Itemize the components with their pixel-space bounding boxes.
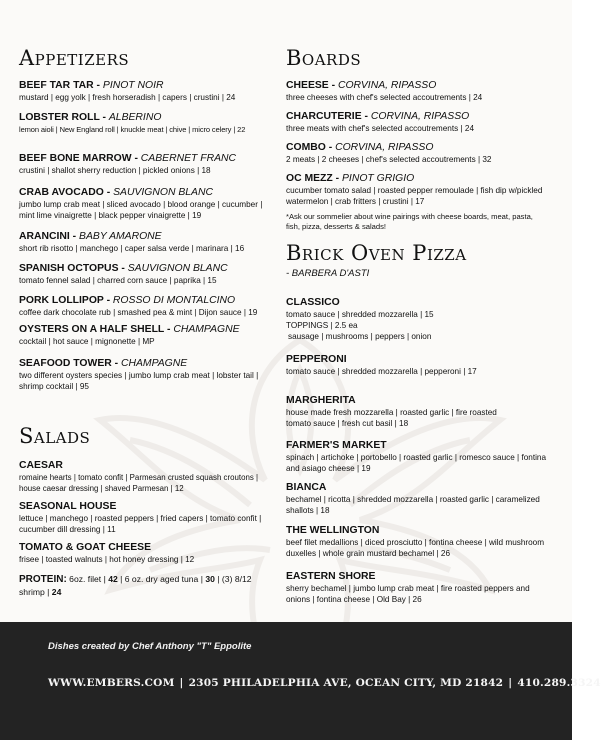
- item-name: CLASSICO: [286, 297, 340, 308]
- menu-item: BEEF BONE MARROW - CABERNET FRANC crustini | shallot sherry reduction | pickled onions | 18: [19, 152, 271, 176]
- menu-item: OYSTERS ON A HALF SHELL - CHAMPAGNE cocktail | hot sauce | mignonette | MP: [19, 323, 271, 347]
- protein-price: 30: [205, 574, 215, 584]
- item-name: COMBO: [286, 142, 326, 153]
- contact-line: [48, 677, 601, 689]
- menu-item: PORK LOLLIPOP - ROSSO DI MONTALCINO coffee dark chocolate rub | smashed pea & mint | Dijon sauce | 19: [19, 294, 271, 318]
- item-description: lemon aioli | New England roll | knuckle meat | chive | micro celery | 22: [19, 125, 246, 134]
- menu-item: [19, 500, 271, 535]
- item-description: jumbo lump crab meat | sliced avocado | blood orange | cucumber | mint lime vinaigrette | black pepper vinaigrette | 19: [19, 200, 263, 220]
- menu-item: [286, 570, 548, 605]
- toppings-label: TOPPINGS | 2.5 ea: [286, 321, 358, 330]
- boards-title: Boards: [286, 46, 362, 70]
- item-description: crustini | shallot sherry reduction | pickled onions | 18: [19, 166, 211, 175]
- item-description: beef filet medallions | diced prosciutto | fontina cheese | wild mushroom duxelles | whole grain mustard bechamel | 26: [286, 538, 545, 558]
- item-name: BIANCA: [286, 482, 327, 493]
- wine-pairing: BABY AMARONE: [79, 231, 162, 242]
- menu-item: [286, 296, 548, 342]
- menu-item: CHARCUTERIE - CORVINA, RIPASSO three meats with chef's selected accoutrements | 24: [286, 110, 548, 134]
- item-description: cocktail | hot sauce | mignonette | MP: [19, 337, 155, 346]
- menu-item: [286, 394, 548, 429]
- item-description: frisee | toasted walnuts | hot honey dressing | 12: [19, 555, 195, 564]
- item-name: PEPPERONI: [286, 354, 347, 365]
- wine-pairing: CORVINA, RIPASSO: [335, 142, 434, 153]
- wine-pairing: CABERNET FRANC: [140, 153, 237, 164]
- item-name: ARANCINI: [19, 231, 70, 242]
- menu-item: COMBO - CORVINA, RIPASSO 2 meats | 2 cheeses | chef's selected accoutrements | 32: [286, 141, 548, 165]
- item-name: LOBSTER ROLL: [19, 112, 100, 123]
- wine-pairing: SAUVIGNON BLANC: [127, 263, 228, 274]
- phone-number[interactable]: 410.289.3324: [517, 677, 601, 689]
- protein-option: | (3) 8/12 shrimp |: [19, 574, 252, 597]
- menu-item: LOBSTER ROLL - ALBERINO lemon aioli | New England roll | knuckle meat | chive | micro celery | 22: [19, 111, 271, 135]
- wine-pairing: ALBERINO: [108, 112, 162, 123]
- protein-price: 42: [108, 574, 118, 584]
- menu-item: ARANCINI - BABY AMARONE short rib risotto | manchego | caper salsa verde | marinara | 16: [19, 230, 271, 254]
- item-name: FARMER'S MARKET: [286, 440, 387, 451]
- item-description: coffee dark chocolate rub | smashed pea & mint | Dijon sauce | 19: [19, 308, 258, 317]
- menu-item: SPANISH OCTOPUS - SAUVIGNON BLANC tomato fennel salad | charred corn sauce | paprika | 15: [19, 262, 271, 286]
- wine-pairing: CHAMPAGNE: [173, 324, 240, 335]
- separator: |: [179, 677, 184, 689]
- item-description: cucumber tomato salad | roasted pepper remoulade | fish dip w/pickled watermelon | crab fritters | crustini | 17: [286, 186, 543, 206]
- appetizers-title: Appetizers: [19, 46, 130, 70]
- item-name: THE WELLINGTON: [286, 525, 380, 536]
- item-description: short rib risotto | manchego | caper salsa verde | marinara | 16: [19, 244, 245, 253]
- item-name: TOMATO & GOAT CHEESE: [19, 542, 152, 553]
- sommelier-note: *Ask our sommelier about wine pairings with cheese boards, meat, pasta, fish, pizza, desserts & salads!: [286, 212, 533, 231]
- wine-pairing: CORVINA, RIPASSO: [370, 111, 470, 122]
- chef-credit: Dishes created by Chef Anthony "T" Eppolite: [48, 641, 252, 652]
- item-description: three meats with chef's selected accoutrements | 24: [286, 124, 475, 133]
- item-description: two different oysters species | jumbo lump crab meat | lobster tail | shrimp cocktail | 95: [19, 371, 259, 391]
- menu-item: SEAFOOD TOWER - CHAMPAGNE two different oysters species | jumbo lump crab meat | lobster tail | shrimp cocktail | 95: [19, 357, 271, 392]
- menu-item: CHEESE - CORVINA, RIPASSO three cheeses with chef's selected accoutrements | 24: [286, 79, 548, 103]
- item-description: tomato fennel salad | charred corn sauce | paprika | 15: [19, 276, 217, 285]
- protein-addons: [19, 573, 271, 599]
- protein-label: PROTEIN:: [19, 574, 67, 585]
- menu-item: CRAB AVOCADO - SAUVIGNON BLANC jumbo lump crab meat | sliced avocado | blood orange | cucumber | mint lime vinaigrette | black pepper vinaigrette | 19: [19, 186, 271, 221]
- item-name: CRAB AVOCADO: [19, 187, 104, 198]
- item-name: MARGHERITA: [286, 395, 356, 406]
- toppings-list: sausage | mushrooms | peppers | onion: [288, 332, 432, 341]
- item-name: CHEESE: [286, 80, 329, 91]
- item-name: BEEF BONE MARROW: [19, 153, 132, 164]
- item-name: OYSTERS ON A HALF SHELL: [19, 324, 165, 335]
- item-description: 2 meats | 2 cheeses | chef's selected accoutrements | 32: [286, 155, 492, 164]
- item-name: CAESAR: [19, 460, 63, 471]
- item-description: sherry bechamel | jumbo lump crab meat | fire roasted peppers and onions | fontina cheese | Old Bay | 26: [286, 584, 530, 604]
- menu-item: BEEF TAR TAR - PINOT NOIR mustard | egg yolk | fresh horseradish | capers | crustini | 24: [19, 79, 271, 103]
- wine-pairing: CORVINA, RIPASSO: [337, 80, 437, 91]
- pizza-title: Brick Oven Pizza: [286, 241, 467, 265]
- item-name: SEAFOOD TOWER: [19, 358, 112, 369]
- menu-item: [19, 541, 271, 565]
- item-name: SEASONAL HOUSE: [19, 501, 117, 512]
- menu-item: OC MEZZ - PINOT GRIGIO cucumber tomato salad | roasted pepper remoulade | fish dip w/pickled watermelon | crab fritters | crustini | 17: [286, 172, 548, 207]
- item-description: lettuce | manchego | roasted peppers | fried capers | tomato confit | cucumber dill dressing | 11: [19, 514, 262, 534]
- item-description: house made fresh mozzarella | roasted garlic | fire roasted tomato sauce | fresh cut basil | 18: [286, 408, 497, 428]
- menu-item: [286, 353, 548, 377]
- wine-pairing: CHAMPAGNE: [120, 358, 188, 369]
- item-description: spinach | artichoke | portobello | roasted garlic | romesco sauce | fontina and asiago cheese | 19: [286, 453, 547, 473]
- menu-item: [286, 481, 548, 516]
- protein-price: 24: [51, 587, 62, 597]
- salads-title: Salads: [19, 424, 91, 448]
- item-description: tomato sauce | shredded mozzarella | 15: [286, 310, 434, 319]
- item-name: OC MEZZ: [286, 173, 333, 184]
- website-link[interactable]: WWW.EMBERS.COM: [48, 677, 175, 689]
- wine-pairing: ROSSO DI MONTALCINO: [112, 295, 236, 306]
- item-name: BEEF TAR TAR: [19, 80, 94, 91]
- address: 2305 PHILADELPHIA AVE, OCEAN CITY, MD 21842: [188, 677, 504, 689]
- item-description: romaine hearts | tomato confit | Parmesan crusted squash croutons | house caesar dressing | shaved Parmesan | 12: [19, 473, 259, 493]
- menu-item: [286, 439, 548, 474]
- separator: |: [508, 677, 513, 689]
- menu-item: [286, 524, 548, 559]
- item-name: SPANISH OCTOPUS: [19, 263, 119, 274]
- item-description: bechamel | ricotta | shredded mozzarella | roasted garlic | caramelized shallots | 18: [286, 495, 540, 515]
- item-name: EASTERN SHORE: [286, 571, 376, 582]
- wine-pairing: PINOT GRIGIO: [342, 173, 415, 184]
- item-description: mustard | egg yolk | fresh horseradish | capers | crustini | 24: [19, 93, 236, 102]
- wine-pairing: PINOT NOIR: [102, 80, 164, 91]
- item-description: tomato sauce | shredded mozzarella | pepperoni | 17: [286, 367, 477, 376]
- pizza-wine-pairing: - BARBERA D'ASTI: [286, 268, 370, 279]
- item-description: three cheeses with chef's selected accoutrements | 24: [286, 93, 483, 102]
- menu-item: [19, 459, 271, 494]
- protein-option: | 6 oz. dry aged tuna |: [120, 574, 203, 584]
- protein-option: 6oz. filet |: [69, 574, 106, 584]
- wine-pairing: SAUVIGNON BLANC: [113, 187, 213, 198]
- item-name: PORK LOLLIPOP: [19, 295, 104, 306]
- item-name: CHARCUTERIE: [286, 111, 362, 122]
